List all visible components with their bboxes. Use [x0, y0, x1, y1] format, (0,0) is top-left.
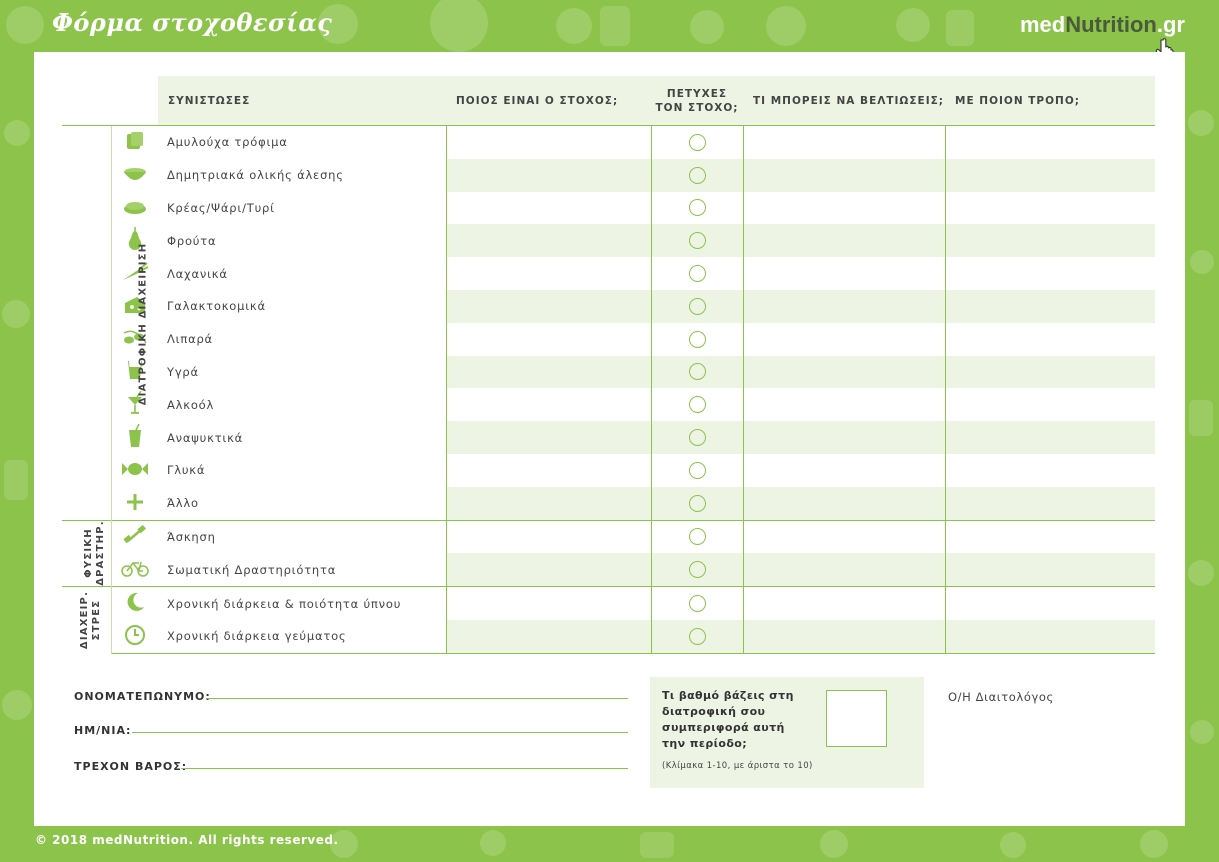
how-cell[interactable]	[945, 421, 1155, 454]
clock-icon	[111, 620, 158, 653]
steak-icon	[111, 192, 158, 225]
grade-input-box[interactable]	[826, 690, 887, 747]
row-label: Δημητριακά ολικής άλεσης	[167, 168, 344, 183]
weight-label: ΤΡΕΧΟΝ ΒΑΡΟΣ:	[74, 760, 188, 773]
improve-cell[interactable]	[743, 126, 945, 159]
goal-cell[interactable]	[446, 356, 651, 389]
goal-cell[interactable]	[446, 454, 651, 487]
table-row	[62, 356, 1155, 389]
improve-cell[interactable]	[743, 454, 945, 487]
header-blank	[62, 76, 111, 126]
table-header-row	[62, 76, 1155, 126]
copyright-footer: © 2018 medNutrition. All rights reserved.	[35, 833, 339, 847]
goal-cell[interactable]	[446, 126, 651, 159]
form-sheet	[34, 52, 1185, 826]
how-cell[interactable]	[945, 388, 1155, 421]
goal-cell[interactable]	[446, 388, 651, 421]
row-label: Κρέας/Ψάρι/Τυρί	[167, 200, 275, 215]
brand-logo[interactable]	[1020, 12, 1185, 38]
how-cell[interactable]	[945, 126, 1155, 159]
improve-cell[interactable]	[743, 257, 945, 290]
table-row	[62, 454, 1155, 487]
plus-icon	[111, 487, 158, 520]
table-row	[62, 520, 1155, 553]
row-label: Αναψυκτικά	[167, 430, 244, 445]
row-label: Άλλο	[167, 496, 199, 511]
goal-cell[interactable]	[446, 587, 651, 620]
name-field[interactable]	[206, 698, 628, 699]
goal-cell[interactable]	[446, 487, 651, 520]
pear-icon	[111, 224, 158, 257]
improve-cell[interactable]	[743, 421, 945, 454]
logo-part-nutrition: Nutrition	[1065, 12, 1157, 37]
grade-scale-note: (Κλίμακα 1-10, με άριστα το 10)	[662, 761, 813, 771]
how-cell[interactable]	[945, 587, 1155, 620]
grade-panel	[650, 677, 924, 788]
row-label: Γλυκά	[167, 463, 206, 478]
how-cell[interactable]	[945, 192, 1155, 225]
header-goal: ΠΟΙΟΣ ΕΙΝΑΙ Ο ΣΤΟΧΟΣ;	[446, 76, 651, 126]
moon-icon	[111, 587, 158, 620]
table-row	[62, 290, 1155, 323]
how-cell[interactable]	[945, 224, 1155, 257]
row-label: Λαχανικά	[167, 266, 228, 281]
row-label: Λιπαρά	[167, 332, 213, 347]
header-improve: ΤΙ ΜΠΟΡΕΙΣ ΝΑ ΒΕΛΤΙΩΣΕΙΣ;	[743, 76, 945, 126]
row-label: Υγρά	[167, 364, 199, 379]
table-row	[62, 257, 1155, 290]
row-label: Αλκοόλ	[167, 397, 215, 412]
goal-cell[interactable]	[446, 224, 651, 257]
category-physical: ΦΥΣΙΚΗ ΔΡΑΣΤΗΡ.	[62, 520, 111, 587]
glass-icon	[111, 356, 158, 389]
achieved-checkbox[interactable]	[651, 421, 743, 454]
how-cell[interactable]	[945, 257, 1155, 290]
row-label: Γαλακτοκομικά	[167, 299, 266, 314]
how-cell[interactable]	[945, 520, 1155, 553]
soda-cup-icon	[111, 421, 158, 454]
improve-cell[interactable]	[743, 553, 945, 586]
goal-cell[interactable]	[446, 553, 651, 586]
achieved-checkbox[interactable]	[651, 126, 743, 159]
dietitian-signature-label: Ο/Η Διαιτολόγος	[948, 690, 1054, 704]
goal-cell[interactable]	[446, 159, 651, 192]
goal-cell[interactable]	[446, 290, 651, 323]
header-how: ΜΕ ΠΟΙΟΝ ΤΡΟΠΟ;	[945, 76, 1155, 126]
table-row	[62, 553, 1155, 586]
goal-cell[interactable]	[446, 257, 651, 290]
how-cell[interactable]	[945, 159, 1155, 192]
logo-part-med: med	[1019, 12, 1066, 37]
improve-cell[interactable]	[743, 587, 945, 620]
table-row	[62, 487, 1155, 520]
table-row	[62, 159, 1155, 192]
how-cell[interactable]	[945, 454, 1155, 487]
how-cell[interactable]	[945, 356, 1155, 389]
improve-cell[interactable]	[743, 520, 945, 553]
goal-cell[interactable]	[446, 620, 651, 653]
how-cell[interactable]	[945, 323, 1155, 356]
how-cell[interactable]	[945, 553, 1155, 586]
logo-part-gr: .gr	[1156, 12, 1185, 37]
table-row	[62, 126, 1155, 159]
grade-question: Τι βαθμό βάζεις στη διατροφική σου συμπεριφορά αυτή την περίοδο;	[662, 689, 794, 750]
achieved-checkbox[interactable]	[651, 224, 743, 257]
achieved-checkbox[interactable]	[651, 454, 743, 487]
row-label: Χρονική διάρκεια γεύματος	[158, 620, 446, 653]
achieved-checkbox[interactable]	[651, 323, 743, 356]
row-label: Φρούτα	[167, 233, 217, 248]
table-row	[62, 323, 1155, 356]
bread-icon	[111, 126, 158, 159]
improve-cell[interactable]	[743, 192, 945, 225]
category-nutrition: ΔΙΑΤΡΟΦΙΚΗ ΔΙΑΧΕΙΡΙΣΗ	[62, 126, 111, 521]
achieved-checkbox[interactable]	[651, 388, 743, 421]
achieved-checkbox[interactable]	[651, 192, 743, 225]
achieved-checkbox[interactable]	[651, 290, 743, 323]
header-components: ΣΥΝΙΣΤΩΣΕΣ	[158, 76, 446, 126]
achieved-checkbox[interactable]	[651, 257, 743, 290]
page-title: Φόρμα στοχοθεσίας	[52, 8, 333, 37]
carrot-icon	[111, 257, 158, 290]
how-cell[interactable]	[945, 620, 1155, 653]
improve-cell[interactable]	[743, 159, 945, 192]
how-cell[interactable]	[945, 290, 1155, 323]
candy-icon	[111, 454, 158, 487]
cocktail-icon	[111, 388, 158, 421]
dumbbell-icon	[111, 520, 158, 553]
achieved-checkbox[interactable]	[651, 520, 743, 553]
goal-cell[interactable]	[446, 520, 651, 553]
achieved-checkbox[interactable]	[651, 620, 743, 653]
weight-field[interactable]	[181, 768, 628, 769]
cereal-bowl-icon	[111, 159, 158, 192]
table-row	[62, 421, 1155, 454]
category-stress: ΔΙΑΧΕΙΡ. ΣΤΡΕΣ	[62, 587, 111, 654]
table-row	[62, 224, 1155, 257]
goal-cell[interactable]	[446, 192, 651, 225]
how-cell[interactable]	[945, 487, 1155, 520]
date-field[interactable]	[132, 732, 628, 733]
olive-icon	[111, 323, 158, 356]
improve-cell[interactable]	[743, 323, 945, 356]
table-row	[62, 192, 1155, 225]
goals-table	[62, 76, 1155, 654]
improve-cell[interactable]	[743, 487, 945, 520]
achieved-checkbox[interactable]	[651, 553, 743, 586]
improve-cell[interactable]	[743, 620, 945, 653]
header-blank-icon	[111, 76, 158, 126]
row-label: Αμυλούχα τρόφιμα	[167, 135, 288, 150]
achieved-checkbox[interactable]	[651, 587, 743, 620]
improve-cell[interactable]	[743, 388, 945, 421]
cheese-icon	[111, 290, 158, 323]
table-row	[62, 587, 1155, 620]
improve-cell[interactable]	[743, 290, 945, 323]
row-label: Σωματική Δραστηριότητα	[167, 562, 337, 577]
name-label: ΟΝΟΜΑΤΕΠΩΝΥΜΟ:	[74, 690, 211, 703]
row-label: Άσκηση	[158, 520, 446, 553]
goal-cell[interactable]	[446, 323, 651, 356]
row-label: Χρονική διάρκεια & ποιότητα ύπνου	[158, 587, 446, 620]
achieved-checkbox[interactable]	[651, 487, 743, 520]
achieved-checkbox[interactable]	[651, 159, 743, 192]
improve-cell[interactable]	[743, 224, 945, 257]
header-achieved: ΠΕΤΥΧΕΣ ΤΟΝ ΣΤΟΧΟ;	[651, 76, 743, 126]
improve-cell[interactable]	[743, 356, 945, 389]
date-label: ΗΜ/ΝΙΑ:	[74, 724, 132, 737]
table-row	[62, 388, 1155, 421]
goal-cell[interactable]	[446, 421, 651, 454]
bicycle-icon	[111, 553, 158, 586]
table-row	[62, 620, 1155, 653]
achieved-checkbox[interactable]	[651, 356, 743, 389]
